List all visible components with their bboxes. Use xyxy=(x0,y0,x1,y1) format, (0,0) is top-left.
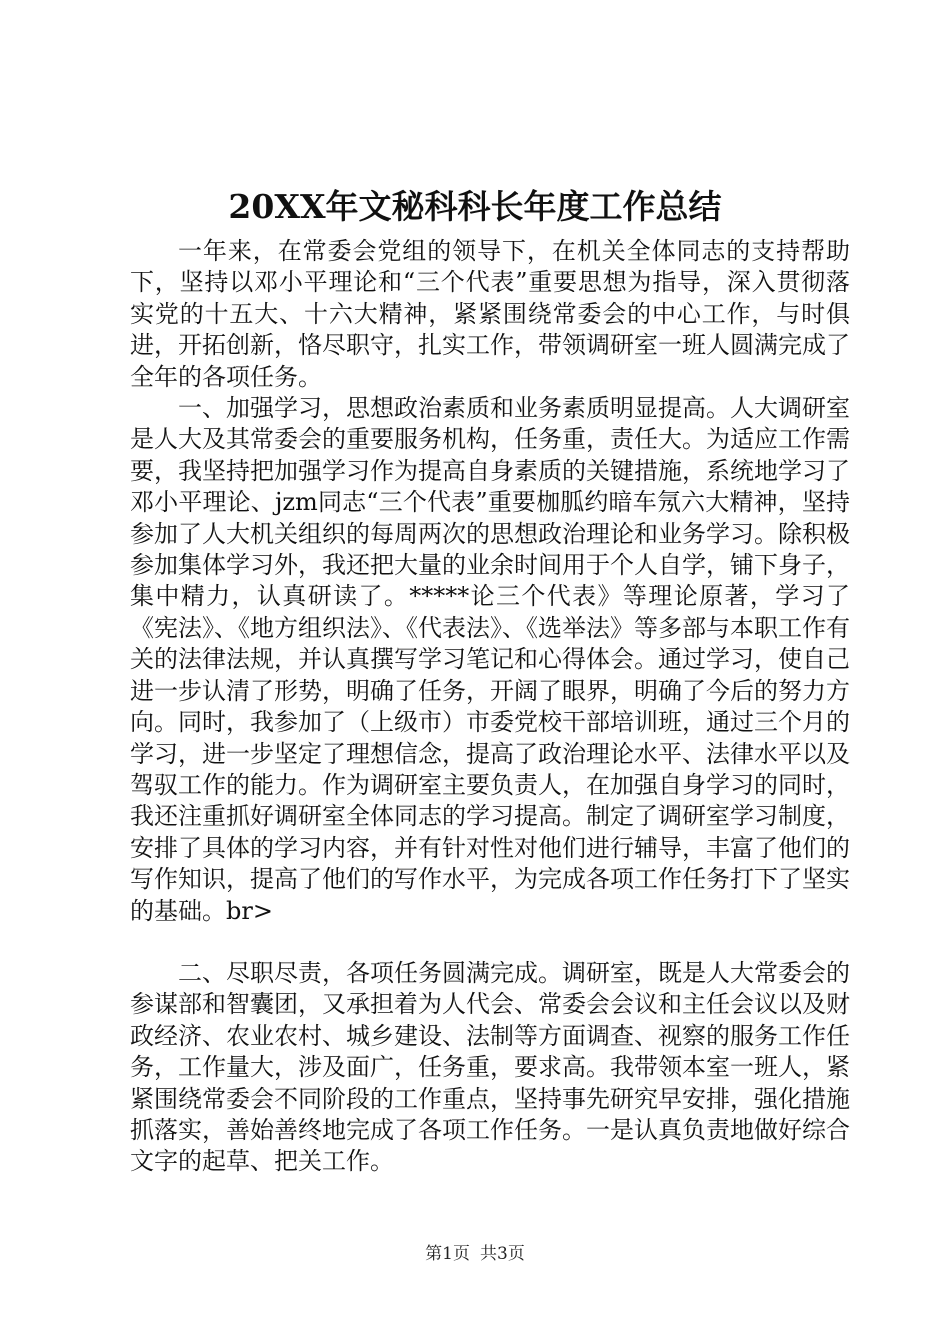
paragraph-duties: 二、尽职尽责，各项任务圆满完成。调研室，既是人大常委会的参谋部和智囊团，又承担着为人代会、常委会会议和主任会议以及财政经济、农业农村、城乡建设、法制等方面调查、视察的服务工作任务，工作量大，涉及面广，任务重，要求高。我带领本室一班人，紧紧围绕常委会不同阶段的工作重点，坚持事先研究早安排，强化措施抓落实，善始善终地完成了各项工作任务。一是认真负责地做好综合文字的起草、把关工作。 xyxy=(130,958,850,1176)
page-total: 共3页 xyxy=(480,1244,525,1264)
paragraph-study: 一、加强学习，思想政治素质和业务素质明显提高。人大调研室是人大及其常委会的重要服务机构，任务重，责任大。为适应工作需要，我坚持把加强学习作为提高自身素质的关键措施，系统地学习了邓小平理论、jzm同志“三个代表”重要枷胍约暗车氖六大精神，坚持参加了人大机关组织的每周两次的思想政治理论和业务学习。除积极参加集体学习外，我还把大量的业余时间用于个人自学，铺下身子，集中精力，认真研读了。*****论三个代表》等理论原著，学习了《宪法》、《地方组织法》、《代表法》、《选举法》等多部与本职工作有关的法律法规，并认真撰写学习笔记和心得体会。通过学习，使自己进一步认清了形势，明确了任务，开阔了眼界，明确了今后的努力方向。同时，我参加了（上级市）市委党校干部培训班，通过三个月的学习，进一步坚定了理想信念，提高了政治理论水平、法律水平以及驾驭工作的能力。作为调研室主要负责人，在加强自身学习的同时，我还注重抓好调研室全体同志的学习提高。制定了调研室学习制度，安排了具体的学习内容，并有针对性对他们进行辅导，丰富了他们的写作知识，提高了他们的写作水平，为完成各项工作任务打下了坚实的基础。br> xyxy=(130,394,850,925)
document-body xyxy=(130,236,850,1178)
document-title: 20XX年文秘科科长年度工作总结 xyxy=(228,187,722,226)
page-footer xyxy=(0,1243,950,1265)
paragraph-intro: 一年来，在常委会党组的领导下，在机关全体同志的支持帮助下，坚持以邓小平理论和“三个代表”重要思想为指导，深入贯彻落实党的十五大、十六大精神，紧紧围绕常委会的中心工作，与时俱进，开拓创新，恪尽职守，扎实工作，带领调研室一班人圆满完成了全年的各项任务。 xyxy=(130,237,850,391)
page-number: 第1页 xyxy=(425,1244,470,1264)
